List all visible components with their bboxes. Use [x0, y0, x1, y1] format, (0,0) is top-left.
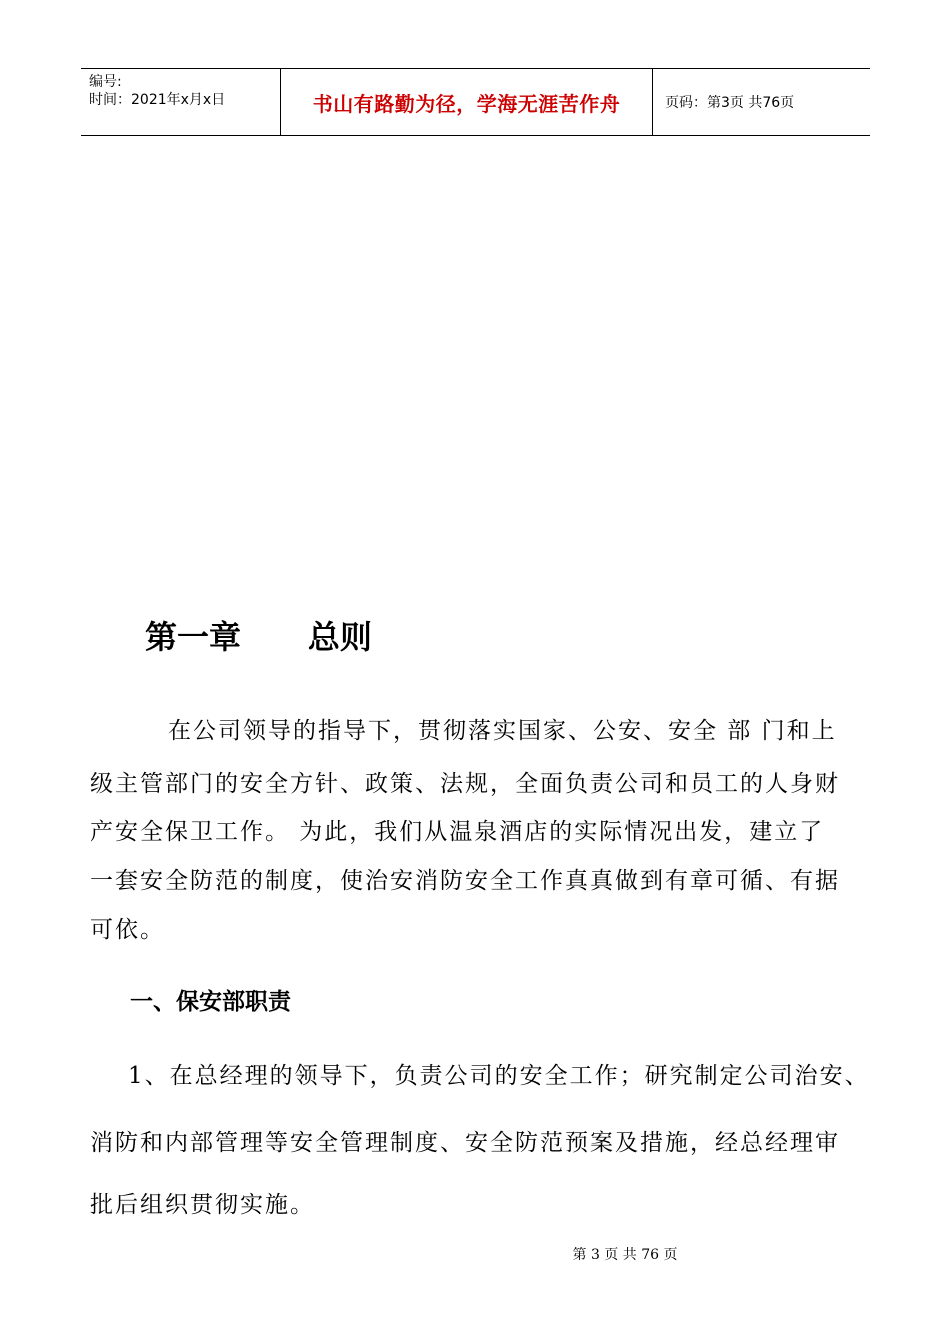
item1-line-2: 消防和内部管理等安全管理制度、安全防范预案及措施，经总经理审	[90, 1130, 840, 1156]
header-page-cell	[653, 69, 870, 135]
intro-line-5: 可依。	[90, 917, 165, 943]
intro-line-4: 一套安全防范的制度，使治安消防安全工作真真做到有章可循、有据	[90, 868, 840, 894]
header-motto: 书山有路勤为径，学海无涯苦作舟	[312, 91, 621, 116]
section-heading: 一、保安部职责	[130, 989, 291, 1015]
intro-line-3: 产安全保卫工作。 为此，我们从温泉酒店的实际情况出发，建立了	[90, 819, 825, 845]
header-time-label: 时间：2021年x月x日	[89, 92, 226, 108]
item1-line-3: 批后组织贯彻实施。	[90, 1192, 315, 1218]
header-meta-cell	[81, 69, 281, 135]
page-footer	[0, 1244, 950, 1264]
intro-line-1: 在公司领导的指导下，贯彻落实国家、公安、安全 部 门和上	[168, 718, 837, 744]
intro-line-2: 级主管部门的安全方针、政策、法规，全面负责公司和员工的人身财	[90, 771, 840, 797]
header-number-label: 编号:	[89, 74, 122, 90]
item1-line-1: 1、在总经理的领导下，负责公司的安全工作；研究制定公司治安、	[128, 1063, 870, 1089]
header-page-info: 页码：第3页 共76页	[665, 95, 795, 111]
header-motto-cell	[281, 69, 653, 135]
page-header	[81, 68, 870, 136]
chapter-title: 第一章 总则	[145, 618, 372, 656]
footer-page-text: 第 3 页 共 76 页	[572, 1247, 678, 1263]
